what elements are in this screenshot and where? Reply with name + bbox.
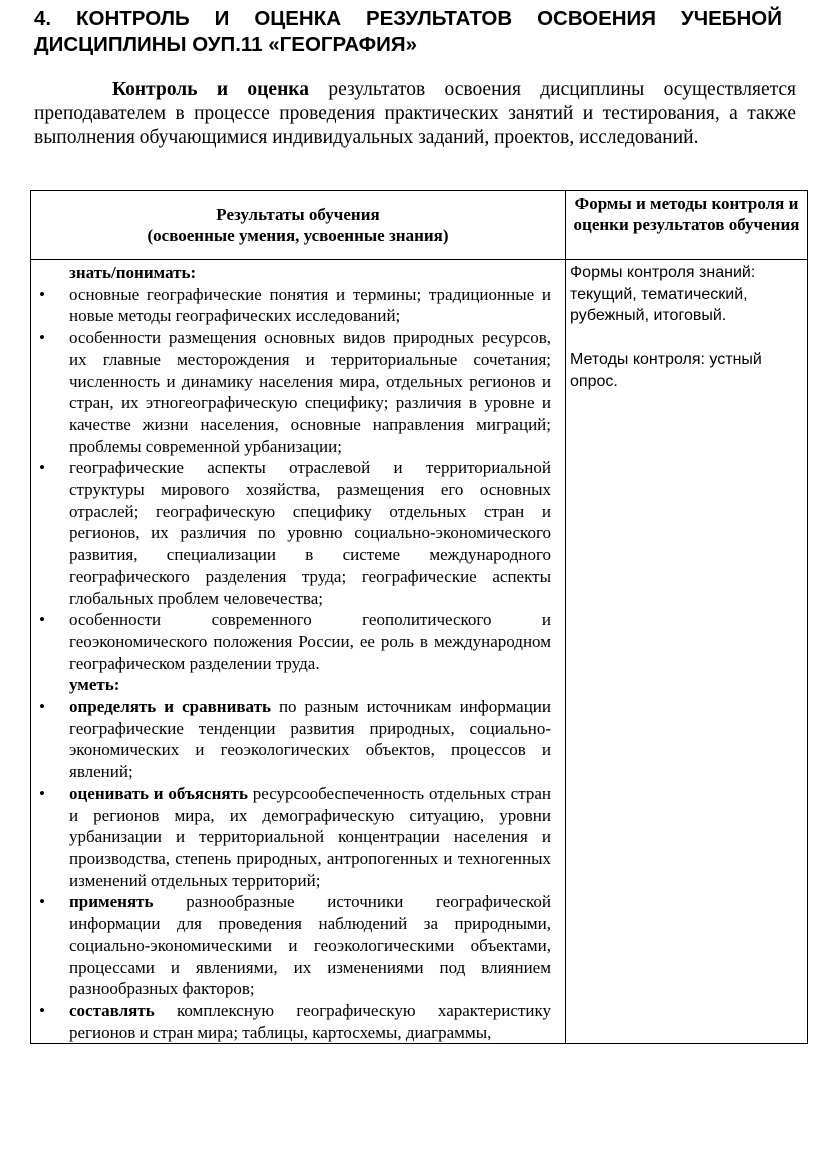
list-item-text: особенности современного геополитического и геоэкономического положения России, ее роль в международном географическом разделении труда. bbox=[69, 610, 551, 673]
list-item bbox=[39, 457, 551, 609]
list-item bbox=[39, 696, 551, 783]
list-item-text: разнообразные источники географической информации для проведения наблюдений за природными, социально-экономическими и геоэкологическими объектами, процессами и явлениями, их изменениями под влиянием разнообразных факторов; bbox=[69, 892, 551, 999]
list-item bbox=[39, 891, 551, 1000]
list-item bbox=[39, 783, 551, 892]
list-item bbox=[39, 609, 551, 674]
bullet-icon: • bbox=[39, 892, 45, 912]
bullet-icon: • bbox=[39, 610, 45, 630]
list-item-text: особенности размещения основных видов природных ресурсов, их главные месторождения и территориальные сочетания; численность и динамику населения мира, отдельных регионов и стран, их этногеографическую специфику; различия в уровне и качестве жизни населения, основные направления миграций; проблемы современной урбанизации; bbox=[69, 328, 551, 456]
know-list bbox=[39, 284, 551, 675]
can-list bbox=[39, 696, 551, 1043]
intro-text: результатов освоения дисциплины осуществляется преподавателем в процессе проведения практических занятий и тестирования, а также выполнения обучающимися индивидуальных заданий, проектов, исследований. bbox=[34, 79, 796, 148]
intro-bold: Контроль и оценка bbox=[112, 79, 309, 100]
header-results bbox=[31, 191, 566, 260]
bullet-icon: • bbox=[39, 783, 45, 803]
bullet-icon: • bbox=[39, 697, 45, 717]
header-results-line1: Результаты обучения bbox=[216, 205, 380, 224]
methods-text: Методы контроля: устный опрос. bbox=[570, 350, 762, 390]
forms-methods-cell bbox=[566, 260, 808, 1044]
intro-paragraph bbox=[34, 78, 796, 150]
table-row bbox=[31, 260, 808, 1044]
list-item-bold: оценивать и объяснять bbox=[69, 783, 248, 803]
bullet-icon: • bbox=[39, 1000, 45, 1020]
list-item-text: по разным источникам информации географические тенденции развития природных, социально-экономических и геоэкологических объектов, процессов и явлений; bbox=[69, 697, 552, 782]
table-header-row bbox=[31, 191, 808, 260]
list-item-bold: определять и сравнивать bbox=[69, 697, 271, 717]
header-results-line2: (освоенные умения, усвоенные знания) bbox=[147, 226, 449, 245]
can-label: уметь: bbox=[69, 675, 120, 695]
header-forms-methods: Формы и методы контроля и оценки результатов обучения bbox=[566, 191, 808, 260]
forms-text: Формы контроля знаний: текущий, тематический, рубежный, итоговый. bbox=[570, 264, 756, 325]
results-cell bbox=[31, 260, 566, 1044]
bullet-icon: • bbox=[39, 284, 45, 304]
list-item bbox=[39, 284, 551, 327]
section-title: 4. КОНТРОЛЬ И ОЦЕНКА РЕЗУЛЬТАТОВ ОСВОЕНИЯ УЧЕБНОЙ ДИСЦИПЛИНЫ ОУП.11 «ГЕОГРАФИЯ» bbox=[34, 7, 782, 56]
bullet-icon: • bbox=[39, 328, 45, 348]
list-item-text: комплексную географическую характеристику регионов и стран мира; таблицы, картосхемы, диаграммы, bbox=[69, 1000, 551, 1042]
bullet-icon: • bbox=[39, 458, 45, 478]
list-item-bold: применять bbox=[69, 892, 154, 912]
know-label: знать/понимать: bbox=[69, 263, 197, 282]
list-item bbox=[39, 327, 551, 457]
list-item-text: основные географические понятия и термины; традиционные и новые методы географических исследований; bbox=[69, 284, 551, 326]
results-table bbox=[30, 190, 808, 1044]
list-item-text: ресурсообеспеченность отдельных стран и регионов мира, их демографическую ситуацию, уровни урбанизации и территориальной концентрации населения и производства, степень природных, антропогенных и техногенных изменений отдельных территорий; bbox=[69, 783, 551, 890]
list-item-bold: составлять bbox=[69, 1000, 155, 1020]
list-item-text: географические аспекты отраслевой и территориальной структуры мирового хозяйства, размещения его основных отраслей; географическую специфику отдельных стран и регионов, их различия по уровню социально-экономического развития, специализации в системе международного географического разделения труда; географические аспекты глобальных проблем человечества; bbox=[69, 458, 551, 608]
list-item bbox=[39, 1000, 551, 1043]
